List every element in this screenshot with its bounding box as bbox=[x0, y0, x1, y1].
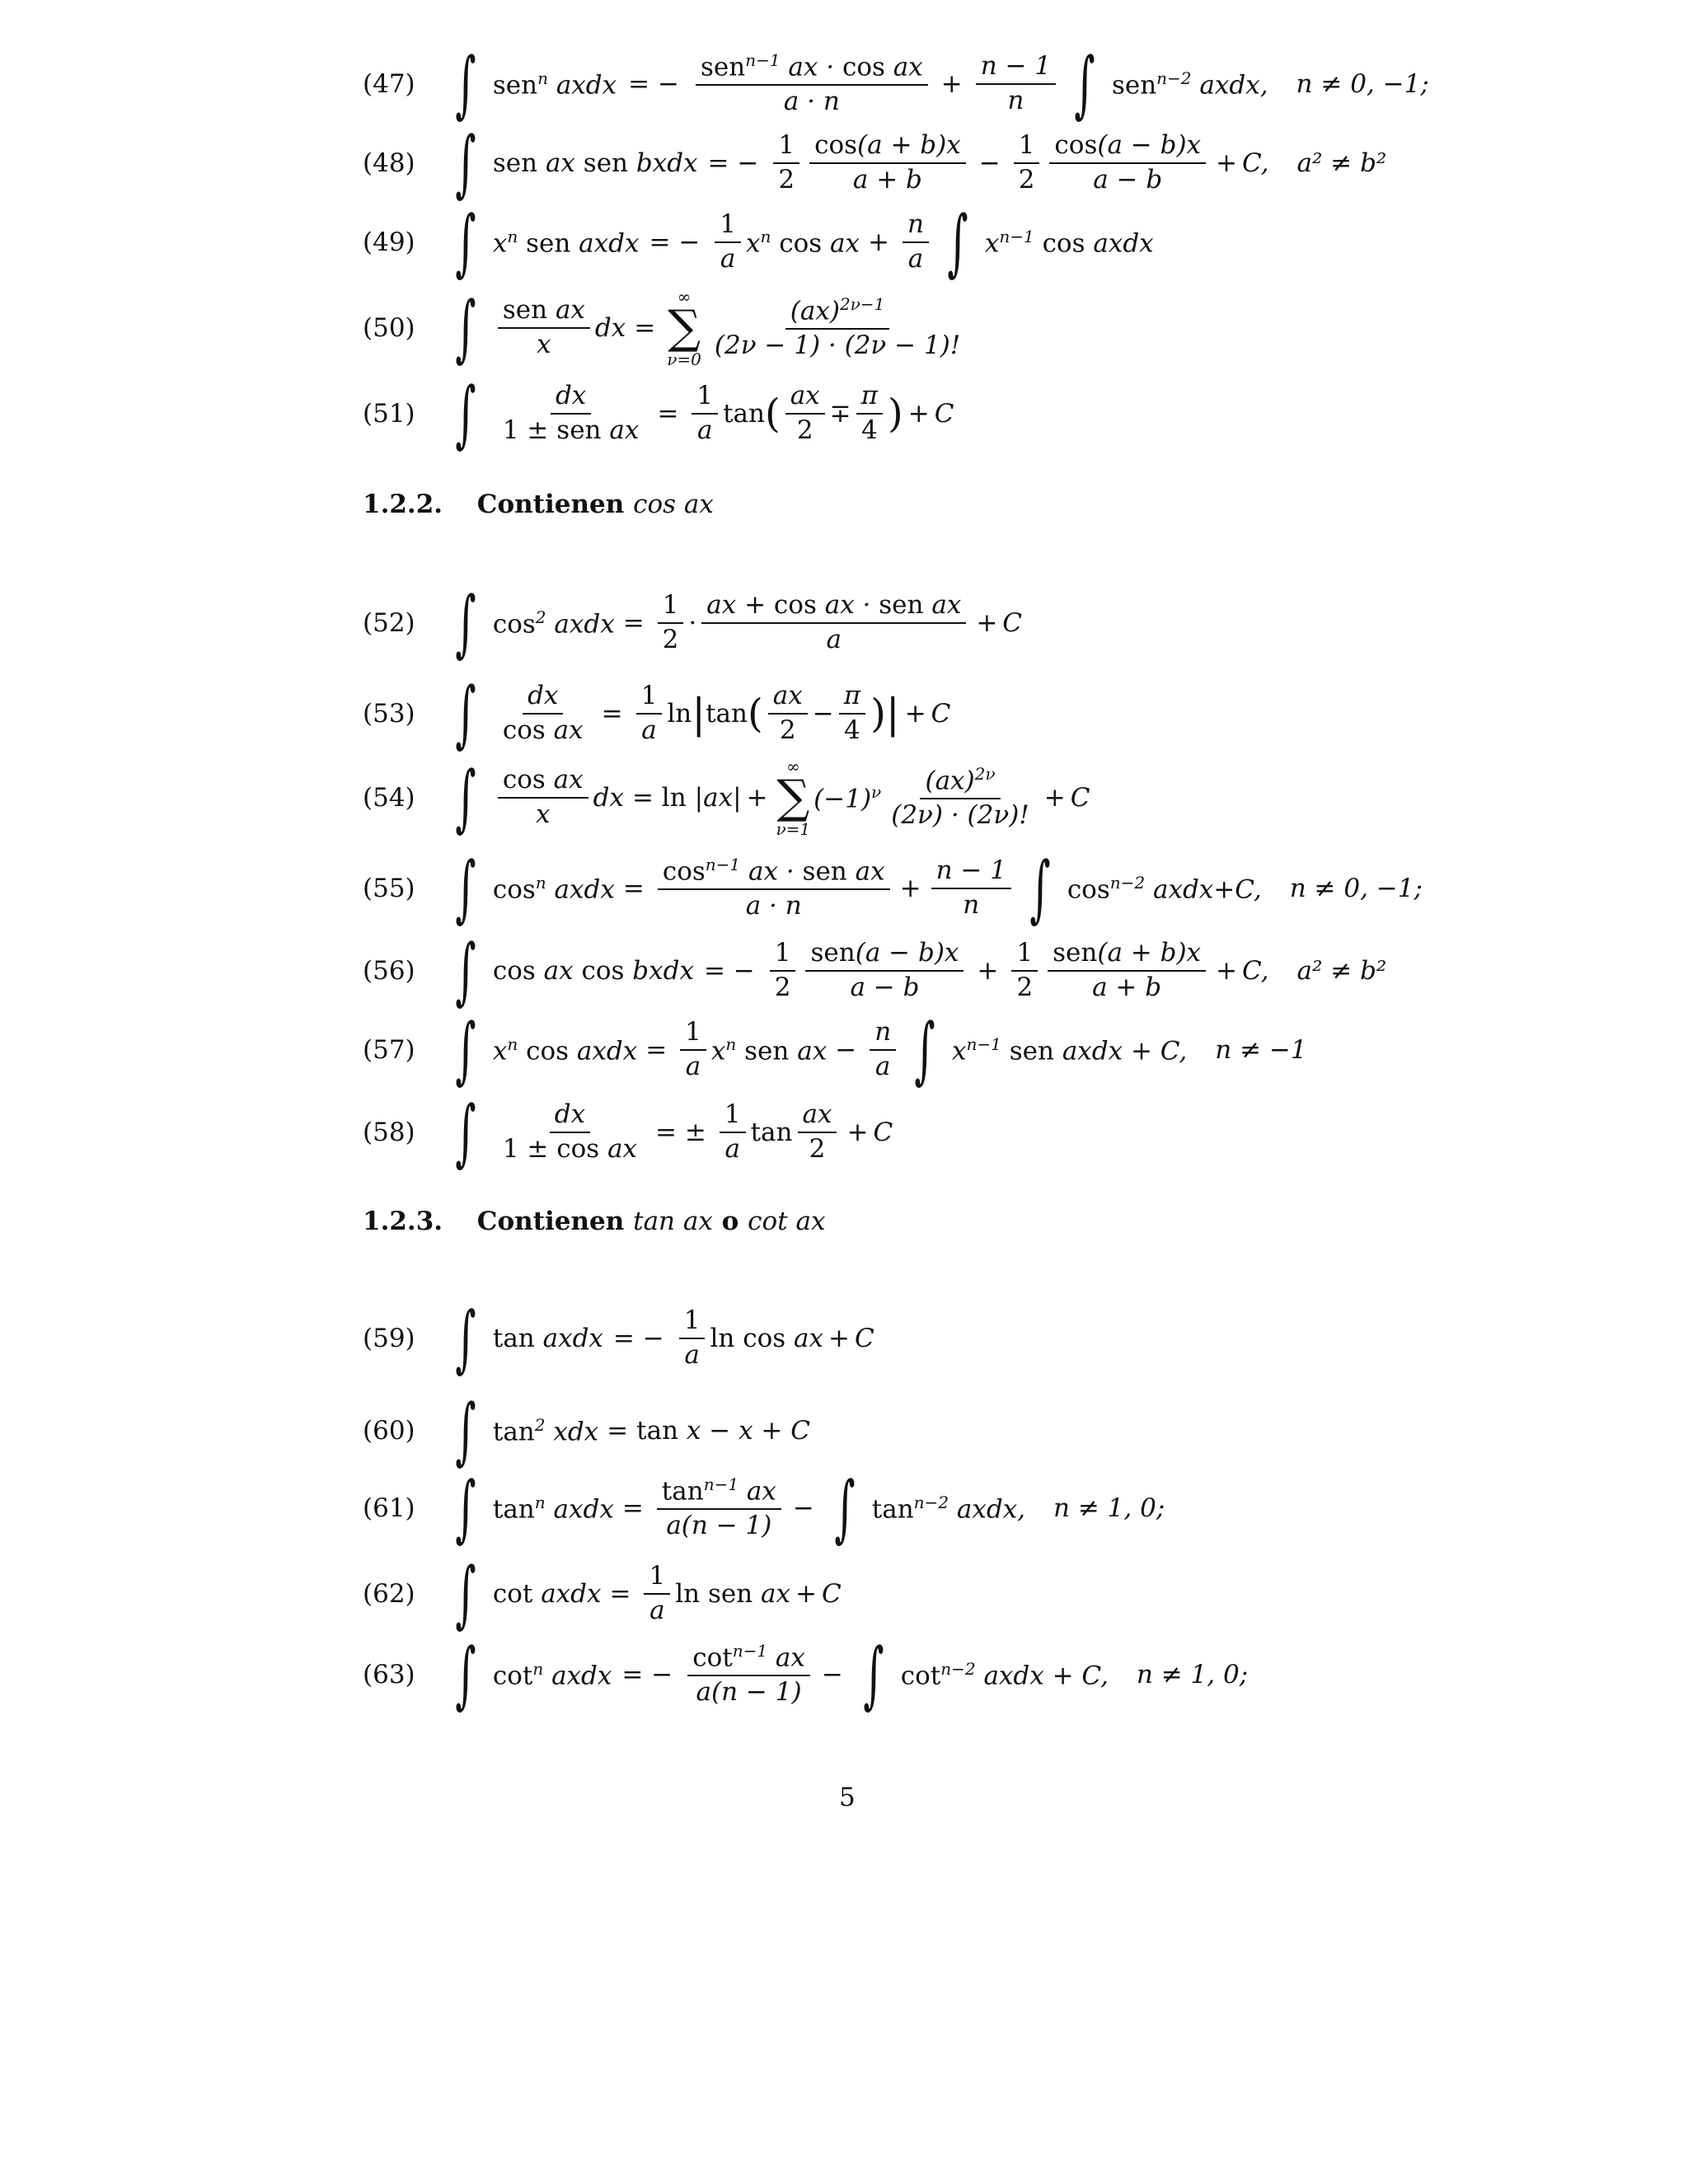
integral-sign: ∫ bbox=[455, 928, 476, 1013]
equation-55: (55) ∫ $\cos^n$ axdx = $\frac{\cos^{n-1} ax \cdot sen ax}{a \cdot n}$ + $\frac{n - 1}{n}$ ∫ $\cos^{n-2}$ axdx+C, n ≠ 0, −1; bbox=[363, 846, 1423, 930]
page-number: 5 bbox=[839, 1783, 856, 1812]
equation-number: (48) bbox=[363, 148, 415, 178]
equation-52: (52) ∫ $\cos^2$ axdx = $\frac{1}{2}$ · $\frac{\text{ax + cos ax · sen ax}}{a}$ + C bbox=[363, 580, 1023, 665]
integral-sign: ∫ bbox=[455, 580, 476, 665]
integral-sign: ∫ bbox=[455, 1388, 476, 1473]
equation-48: (48) ∫ sen ax sen bxdx = − $\frac{1}{2}$ $\frac{\cos(a + b)x}{a + b}$ − $\frac{1}{2}$ $\frac{\cos(a - b)x}{a - b}$ + C, a² ≠ b² bbox=[363, 120, 1387, 205]
equation-57: (57) ∫ $x^n$ cos axdx = $\frac{1}{a}$ $x^n$ sen ax − $\frac{n}{a}$ ∫ $x^{n-1}$ sen axdx + C, n ≠ −1 bbox=[363, 1007, 1307, 1092]
integral-sign: ∫ bbox=[455, 1090, 476, 1174]
equation-number: (47) bbox=[363, 69, 415, 99]
equation-number: (60) bbox=[363, 1416, 415, 1446]
integral-sign: ∫ bbox=[455, 1296, 476, 1380]
equation-53: (53) ∫ $\frac{dx}{\text{cos ax}}$ = $\frac{1}{a}$ ln | tan ( $\frac{ax}{2}$ − $\frac{\pi}{4}$ ) | + C bbox=[363, 671, 951, 756]
condition: n ≠ 0, −1; bbox=[1289, 874, 1423, 903]
integral-sign: ∫ bbox=[455, 755, 476, 840]
summation: ∞ ∑ ν=1 bbox=[776, 757, 811, 839]
integrand: sen$^n$ axdx bbox=[492, 68, 617, 101]
equation-58: (58) ∫ $\frac{dx}{\text{1 ± cos ax}}$ = ± $\frac{1}{a}$ tan $\frac{ax}{2}$ + C bbox=[363, 1090, 893, 1174]
equation-number: (63) bbox=[363, 1660, 415, 1690]
integral-sign: ∫ bbox=[455, 671, 476, 756]
equation-number: (50) bbox=[363, 313, 415, 343]
integral-sign: ∫ bbox=[947, 199, 968, 284]
integral-sign: ∫ bbox=[455, 846, 476, 930]
equation-number: (61) bbox=[363, 1493, 415, 1523]
equation-59: (59) ∫ tan axdx = − $\frac{1}{a}$ ln cos ax + C bbox=[363, 1296, 874, 1380]
integral-sign: ∫ bbox=[455, 41, 476, 126]
condition: a² ≠ b² bbox=[1296, 148, 1387, 178]
equation-number: (58) bbox=[363, 1118, 415, 1147]
integral-sign: ∫ bbox=[455, 1632, 476, 1717]
condition: n ≠ 0, −1; bbox=[1296, 69, 1429, 99]
equation-number: (53) bbox=[363, 699, 415, 729]
equation-62: (62) ∫ cot axdx = $\frac{1}{a}$ ln sen ax + C bbox=[363, 1551, 842, 1636]
equation-47: (47) ∫ sen$^n$ axdx = − $\frac{sen^{n-1} ax \cdot \cos ax}{a \cdot n}$ + $\frac{n - 1}{n}$ ∫ sen$^{n-2}$ axdx, n ≠ 0, −1; bbox=[363, 41, 1429, 126]
integral-sign: ∫ bbox=[455, 371, 476, 456]
condition: a² ≠ b² bbox=[1296, 956, 1387, 986]
condition: n ≠ 1, 0; bbox=[1136, 1660, 1249, 1690]
equation-61: (61) ∫ $\tan^n$ axdx = $\frac{\tan^{n-1} ax}{a(n - 1)}$ − ∫ $\tan^{n-2}$ axdx, n ≠ 1, 0; bbox=[363, 1465, 1165, 1550]
section-heading-1-2-2: 1.2.2. Contienen cos ax bbox=[363, 490, 714, 519]
integral-sign: ∫ bbox=[834, 1465, 856, 1550]
equation-60: (60) ∫ $\tan^2$ xdx = tan x − x + C bbox=[363, 1388, 810, 1473]
integral-sign: ∫ bbox=[455, 1551, 476, 1636]
equation-63: (63) ∫ $\cot^n$ axdx = − $\frac{\cot^{n-1} ax}{a(n - 1)}$ − ∫ $\cot^{n-2}$ axdx + C, n ≠ 1, 0; bbox=[363, 1632, 1249, 1717]
integral-sign: ∫ bbox=[1029, 846, 1051, 930]
integral-sign: ∫ bbox=[1074, 41, 1095, 126]
integral-sign: ∫ bbox=[914, 1007, 935, 1092]
integral-sign: ∫ bbox=[455, 285, 476, 370]
summation: ∞ ∑ ν=0 bbox=[667, 287, 701, 369]
section-heading-1-2-3: 1.2.3. Contienen tan ax o cot ax bbox=[363, 1207, 826, 1236]
integral-sign: ∫ bbox=[455, 199, 476, 284]
equation-number: (62) bbox=[363, 1579, 415, 1609]
equation-number: (57) bbox=[363, 1035, 415, 1065]
integral-sign: ∫ bbox=[455, 120, 476, 205]
fraction: $\frac{n - 1}{n}$ bbox=[976, 52, 1056, 115]
equation-number: (51) bbox=[363, 399, 415, 429]
equation-number: (49) bbox=[363, 227, 415, 257]
equation-number: (56) bbox=[363, 956, 415, 986]
equation-50: (50) ∫ $\frac{\text{sen ax}}{x}$ dx = ∞ ∑ ν=0 $\frac{(ax)^{2\nu-1}}{(2\nu - 1) \cdot (2\nu - 1)!}$ bbox=[363, 285, 961, 370]
equation-56: (56) ∫ cos ax cos bxdx = − $\frac{1}{2}$ $\frac{\text{sen(a − b)x}}{a - b}$ + $\frac{1}{2}$ $\frac{\text{sen(a + b)x}}{a + b}$ + C, a² ≠ b² bbox=[363, 928, 1387, 1013]
equation-number: (52) bbox=[363, 608, 415, 638]
integral-sign: ∫ bbox=[863, 1632, 884, 1717]
condition: n ≠ −1 bbox=[1215, 1035, 1307, 1065]
equation-49: (49) ∫ $x^n$ sen axdx = − $\frac{1}{a}$ $x^n$ cos ax + $\frac{n}{a}$ ∫ $x^{n-1}$ cos axdx bbox=[363, 199, 1154, 284]
integral-sign: ∫ bbox=[455, 1465, 476, 1550]
equation-51: (51) ∫ $\frac{dx}{\text{1 ± sen ax}}$ = $\frac{1}{a}$ tan ( $\frac{ax}{2}$ ∓ $\frac{\pi}{4}$ ) + C bbox=[363, 371, 954, 456]
equation-number: (54) bbox=[363, 783, 415, 813]
equation-54: (54) ∫ $\frac{\text{cos ax}}{x}$ dx = ln |ax| + ∞ ∑ ν=1 $(-1)^\nu$ $\frac{(ax)^{2\nu}}{(2\nu) \cdot (2\nu)!}$ + C bbox=[363, 755, 1090, 840]
equation-number: (55) bbox=[363, 874, 415, 903]
equation-number: (59) bbox=[363, 1324, 415, 1353]
integral-sign: ∫ bbox=[455, 1007, 476, 1092]
fraction: $\frac{sen^{n-1} ax \cdot \cos ax}{a \cdot n}$ bbox=[696, 51, 928, 117]
condition: n ≠ 1, 0; bbox=[1053, 1493, 1165, 1523]
